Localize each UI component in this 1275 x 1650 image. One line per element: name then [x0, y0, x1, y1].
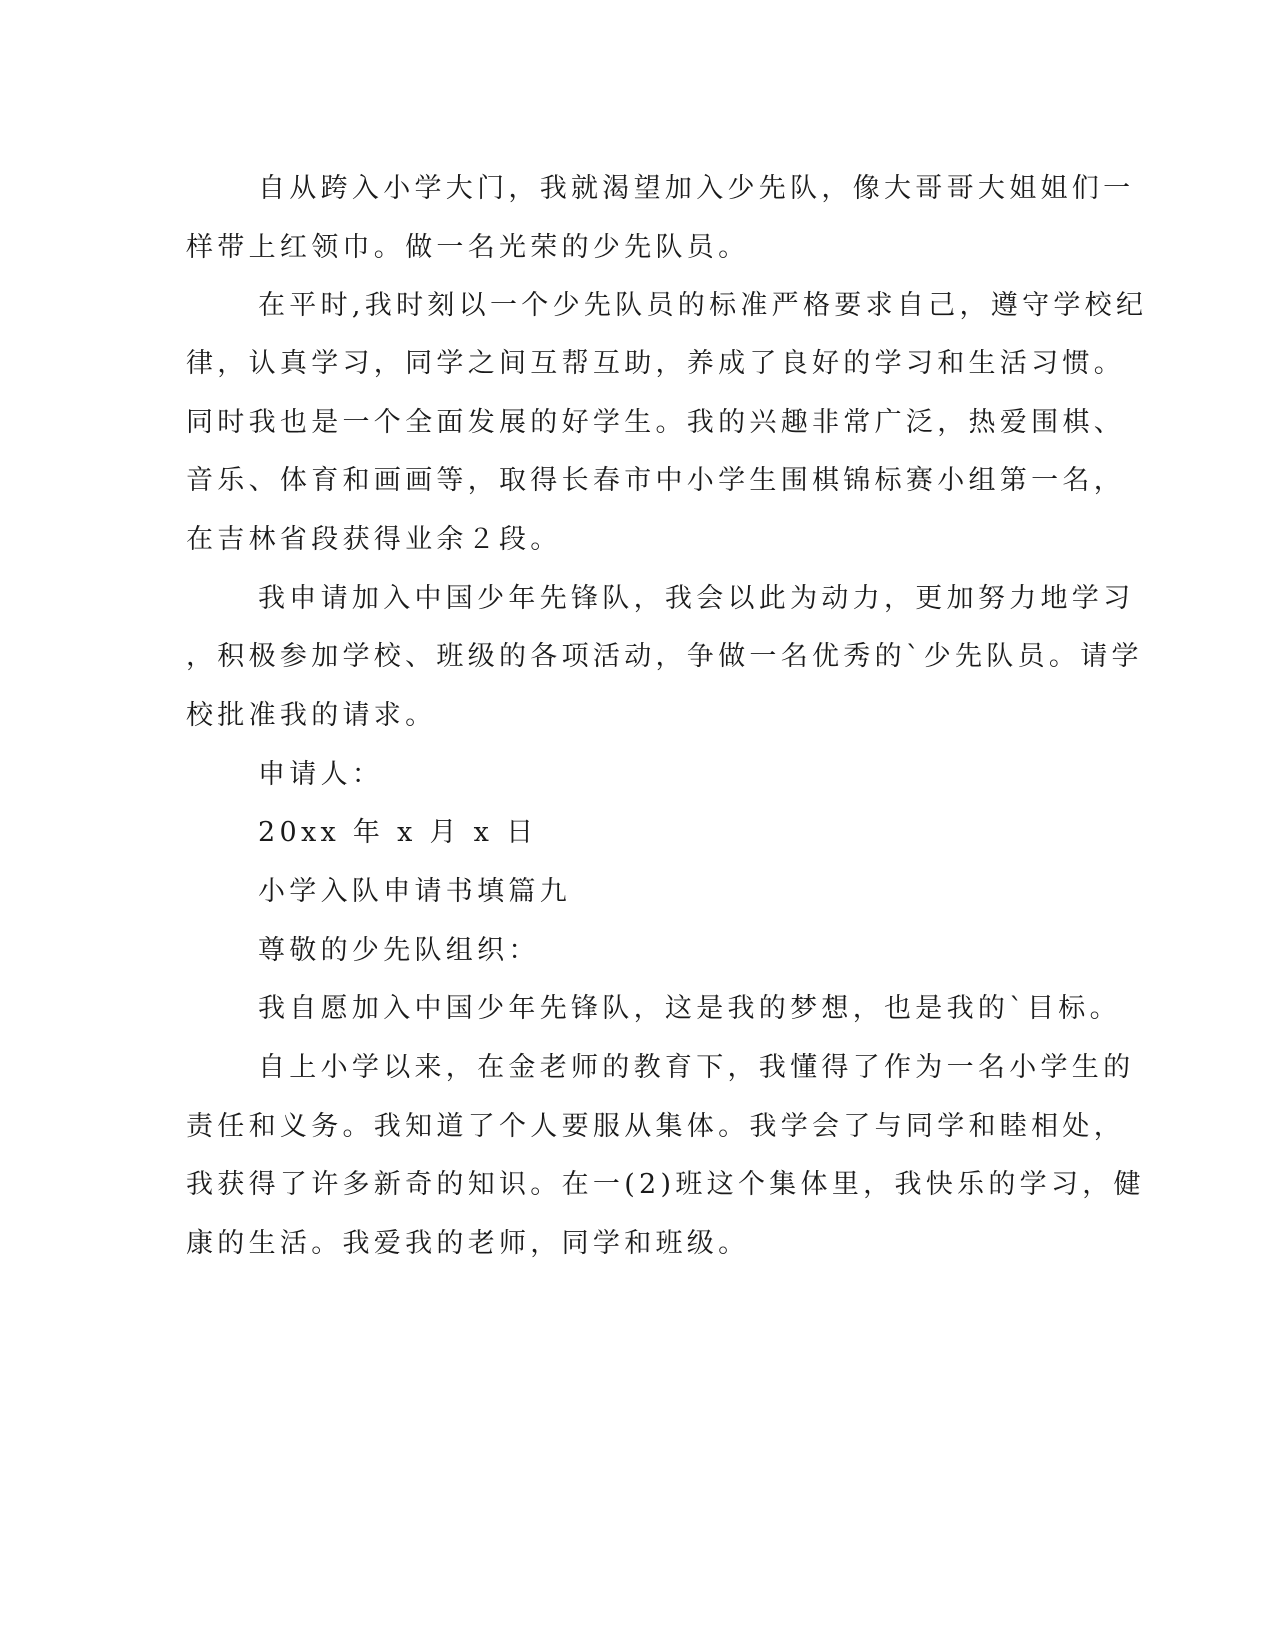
text-line: 样带上红领巾。做一名光荣的少先队员。 — [186, 232, 750, 263]
text-line: ，积极参加学校、班级的各项活动，争做一名优秀的`少先队员。请学 — [186, 641, 1143, 672]
text-line: 我获得了许多新奇的知识。在一(2)班这个集体里，我快乐的学习，健 — [186, 1169, 1145, 1200]
text-line: 音乐、体育和画画等，取得长春市中小学生围棋锦标赛小组第一名， — [186, 465, 1125, 496]
text-line: 我自愿加入中国少年先锋队，这是我的梦想，也是我的`目标。 — [258, 993, 1121, 1024]
text-line: 同时我也是一个全面发展的好学生。我的兴趣非常广泛，热爱围棋、 — [186, 407, 1125, 438]
text-line: 在吉林省段获得业余２段。 — [186, 524, 562, 555]
text-line: 自上小学以来，在金老师的教育下，我懂得了作为一名小学生的 — [258, 1052, 1135, 1083]
text-line: 律，认真学习，同学之间互帮互助，养成了良好的学习和生活习惯。 — [186, 348, 1125, 379]
text-line: 康的生活。我爱我的老师，同学和班级。 — [186, 1228, 750, 1259]
text-line: 尊敬的少先队组织： — [258, 935, 540, 966]
text-line: 我申请加入中国少年先锋队，我会以此为动力，更加努力地学习 — [258, 583, 1135, 614]
text-line: 20xx 年 x 月 x 日 — [258, 817, 538, 848]
text-line: 自从跨入小学大门，我就渴望加入少先队，像大哥哥大姐姐们一 — [258, 173, 1135, 204]
text-line: 小学入队申请书填篇九 — [258, 876, 571, 907]
text-line: 责任和义务。我知道了个人要服从集体。我学会了与同学和睦相处， — [186, 1111, 1125, 1142]
text-line: 在平时,我时刻以一个少先队员的标准严格要求自己，遵守学校纪 — [258, 290, 1148, 321]
text-line: 校批准我的请求。 — [186, 700, 437, 731]
text-line: 申请人： — [258, 759, 384, 790]
